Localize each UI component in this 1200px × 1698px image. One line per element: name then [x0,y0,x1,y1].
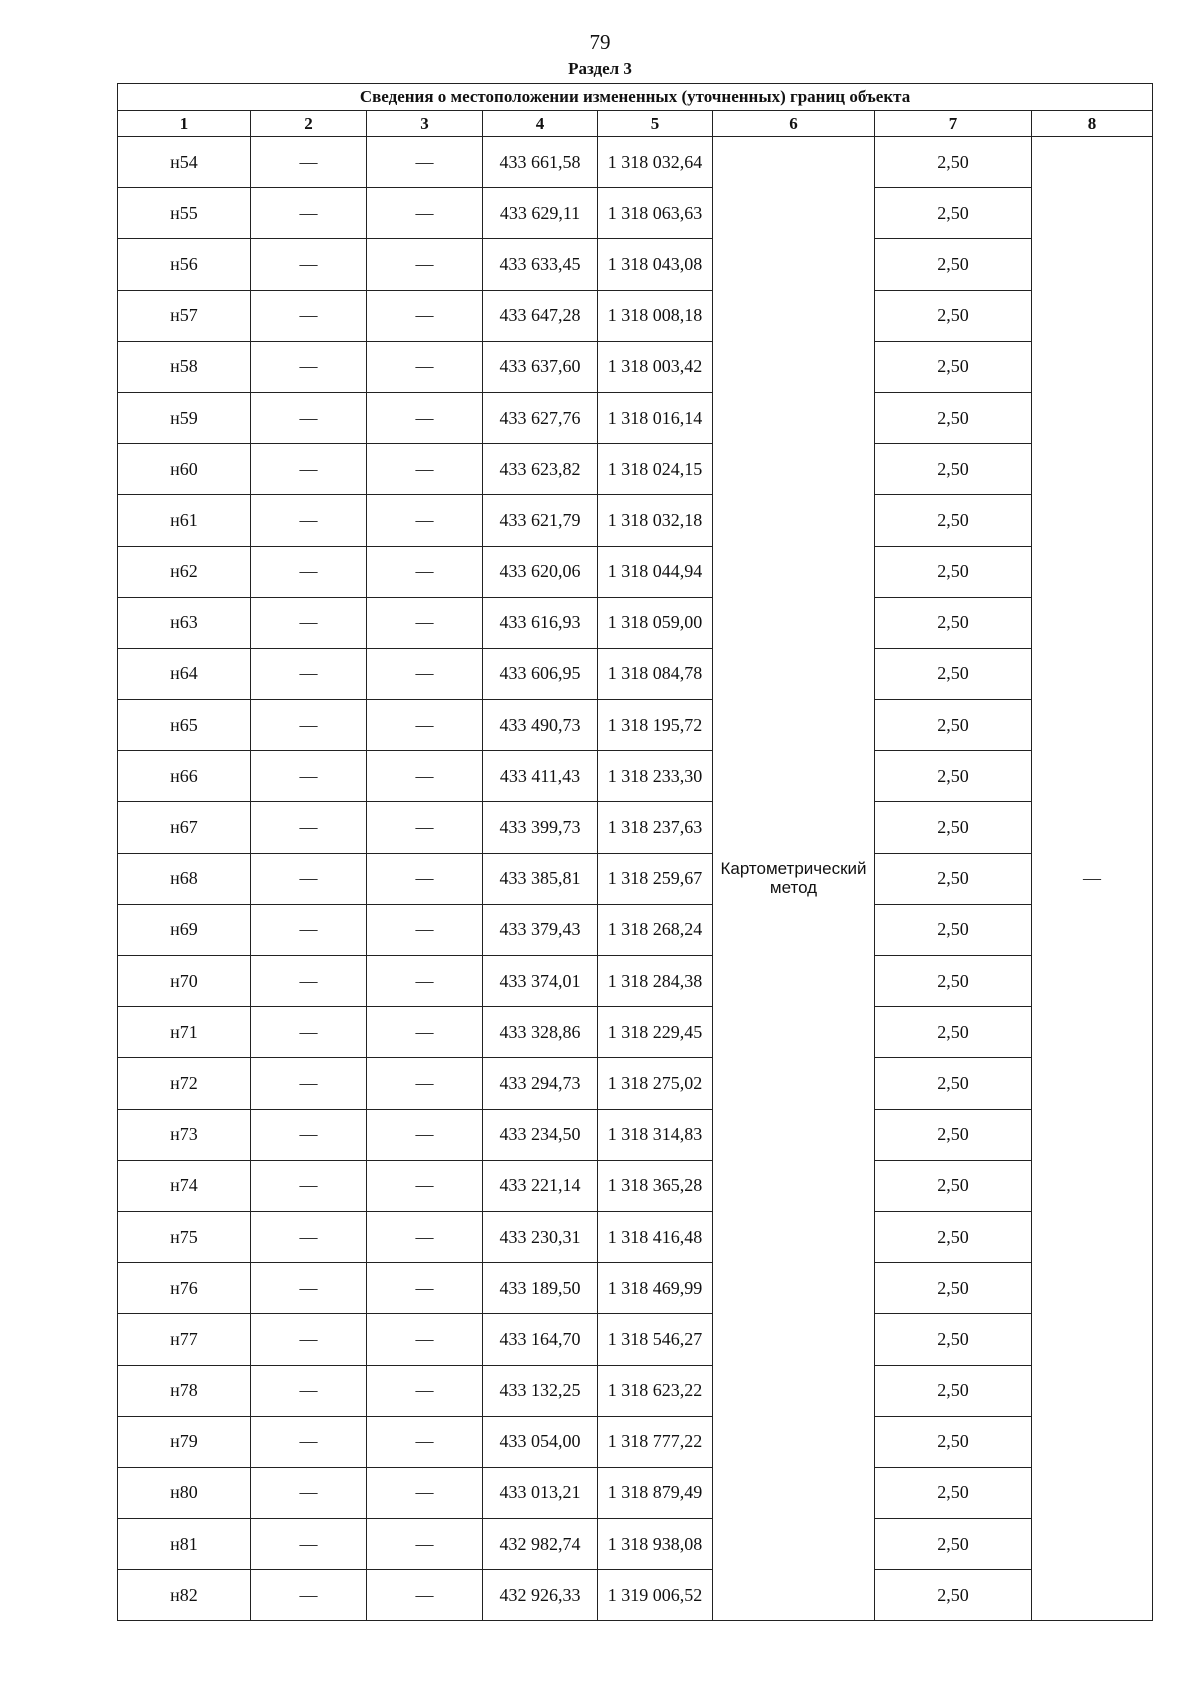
col7-cell: 2,50 [875,1467,1032,1518]
col7-cell: 2,50 [875,853,1032,904]
column-number: 4 [483,111,598,137]
x-coordinate-cell: 433 616,93 [483,597,598,648]
x-coordinate-cell: 433 661,58 [483,137,598,188]
table-row [118,1314,1153,1365]
table-row [118,1570,1153,1621]
column-numbers-row [118,111,1153,137]
table-row [118,956,1153,1007]
point-cell: н64 [118,648,251,699]
col3-cell: — [367,137,483,188]
point-cell: н67 [118,802,251,853]
col3-cell: — [367,1058,483,1109]
point-cell: н66 [118,751,251,802]
col2-cell: — [251,1007,367,1058]
x-coordinate-cell: 433 230,31 [483,1211,598,1262]
col2-cell: — [251,1314,367,1365]
col2-cell: — [251,648,367,699]
col2-cell: — [251,137,367,188]
col3-cell: — [367,700,483,751]
col3-cell: — [367,1314,483,1365]
point-cell: н73 [118,1109,251,1160]
y-coordinate-cell: 1 318 063,63 [598,188,713,239]
point-cell: н82 [118,1570,251,1621]
col7-cell: 2,50 [875,1314,1032,1365]
y-coordinate-cell: 1 318 024,15 [598,444,713,495]
point-cell: н75 [118,1211,251,1262]
point-cell: н56 [118,239,251,290]
y-coordinate-cell: 1 318 268,24 [598,904,713,955]
col3-cell: — [367,956,483,1007]
col2-cell: — [251,239,367,290]
col8-cell: — [1032,137,1153,1621]
table-row [118,1160,1153,1211]
y-coordinate-cell: 1 318 416,48 [598,1211,713,1262]
col7-cell: 2,50 [875,1263,1032,1314]
x-coordinate-cell: 433 054,00 [483,1416,598,1467]
point-cell: н74 [118,1160,251,1211]
y-coordinate-cell: 1 318 284,38 [598,956,713,1007]
col3-cell: — [367,1416,483,1467]
table-row [118,188,1153,239]
col2-cell: — [251,1263,367,1314]
x-coordinate-cell: 433 633,45 [483,239,598,290]
y-coordinate-cell: 1 318 084,78 [598,648,713,699]
table-row [118,1365,1153,1416]
point-cell: н80 [118,1467,251,1518]
x-coordinate-cell: 433 013,21 [483,1467,598,1518]
point-cell: н69 [118,904,251,955]
point-cell: н61 [118,495,251,546]
col2-cell: — [251,1211,367,1262]
column-number: 7 [875,111,1032,137]
table-row [118,444,1153,495]
col2-cell: — [251,1570,367,1621]
col7-cell: 2,50 [875,239,1032,290]
point-cell: н76 [118,1263,251,1314]
point-cell: н78 [118,1365,251,1416]
col7-cell: 2,50 [875,956,1032,1007]
x-coordinate-cell: 433 221,14 [483,1160,598,1211]
y-coordinate-cell: 1 318 233,30 [598,751,713,802]
y-coordinate-cell: 1 318 003,42 [598,341,713,392]
column-number: 2 [251,111,367,137]
table-row [118,1467,1153,1518]
col2-cell: — [251,546,367,597]
y-coordinate-cell: 1 318 777,22 [598,1416,713,1467]
col3-cell: — [367,1263,483,1314]
table-row [118,137,1153,188]
x-coordinate-cell: 433 189,50 [483,1263,598,1314]
col3-cell: — [367,597,483,648]
table-row [118,802,1153,853]
coordinates-table [117,83,1153,1621]
col3-cell: — [367,1519,483,1570]
col2-cell: — [251,1467,367,1518]
y-coordinate-cell: 1 318 229,45 [598,1007,713,1058]
table-row [118,1519,1153,1570]
y-coordinate-cell: 1 318 879,49 [598,1467,713,1518]
table-row [118,1109,1153,1160]
x-coordinate-cell: 433 647,28 [483,290,598,341]
y-coordinate-cell: 1 318 008,18 [598,290,713,341]
point-cell: н54 [118,137,251,188]
x-coordinate-cell: 433 620,06 [483,546,598,597]
y-coordinate-cell: 1 318 275,02 [598,1058,713,1109]
method-cell: Картометрический метод [713,137,875,1621]
table-row [118,1263,1153,1314]
col7-cell: 2,50 [875,546,1032,597]
point-cell: н79 [118,1416,251,1467]
col3-cell: — [367,1570,483,1621]
x-coordinate-cell: 433 606,95 [483,648,598,699]
table-row [118,392,1153,443]
y-coordinate-cell: 1 318 059,00 [598,597,713,648]
col3-cell: — [367,648,483,699]
x-coordinate-cell: 433 379,43 [483,904,598,955]
col3-cell: — [367,1160,483,1211]
point-cell: н60 [118,444,251,495]
x-coordinate-cell: 433 637,60 [483,341,598,392]
col2-cell: — [251,1160,367,1211]
x-coordinate-cell: 432 982,74 [483,1519,598,1570]
point-cell: н59 [118,392,251,443]
col7-cell: 2,50 [875,495,1032,546]
col7-cell: 2,50 [875,1007,1032,1058]
col3-cell: — [367,546,483,597]
col7-cell: 2,50 [875,1058,1032,1109]
col2-cell: — [251,1519,367,1570]
col3-cell: — [367,290,483,341]
x-coordinate-cell: 433 621,79 [483,495,598,546]
table-caption: Сведения о местоположении измененных (уточненных) границ объекта [118,84,1153,111]
y-coordinate-cell: 1 318 032,18 [598,495,713,546]
col3-cell: — [367,239,483,290]
table-row [118,495,1153,546]
table-row [118,700,1153,751]
table-row [118,546,1153,597]
x-coordinate-cell: 433 385,81 [483,853,598,904]
point-cell: н57 [118,290,251,341]
col2-cell: — [251,495,367,546]
col3-cell: — [367,1109,483,1160]
table-row [118,1416,1153,1467]
column-number: 5 [598,111,713,137]
col2-cell: — [251,904,367,955]
y-coordinate-cell: 1 318 016,14 [598,392,713,443]
col7-cell: 2,50 [875,1519,1032,1570]
col2-cell: — [251,341,367,392]
col2-cell: — [251,1109,367,1160]
point-cell: н63 [118,597,251,648]
table-row [118,904,1153,955]
x-coordinate-cell: 433 623,82 [483,444,598,495]
x-coordinate-cell: 433 629,11 [483,188,598,239]
col7-cell: 2,50 [875,1160,1032,1211]
x-coordinate-cell: 433 294,73 [483,1058,598,1109]
col2-cell: — [251,751,367,802]
y-coordinate-cell: 1 318 195,72 [598,700,713,751]
table-row [118,1007,1153,1058]
x-coordinate-cell: 433 234,50 [483,1109,598,1160]
col2-cell: — [251,597,367,648]
x-coordinate-cell: 432 926,33 [483,1570,598,1621]
table-row [118,1058,1153,1109]
col3-cell: — [367,188,483,239]
col2-cell: — [251,290,367,341]
table-row [118,239,1153,290]
point-cell: н55 [118,188,251,239]
point-cell: н62 [118,546,251,597]
col2-cell: — [251,853,367,904]
table-body [118,84,1153,1621]
col2-cell: — [251,1416,367,1467]
y-coordinate-cell: 1 318 043,08 [598,239,713,290]
point-cell: н68 [118,853,251,904]
column-number: 1 [118,111,251,137]
y-coordinate-cell: 1 318 365,28 [598,1160,713,1211]
point-cell: н65 [118,700,251,751]
x-coordinate-cell: 433 490,73 [483,700,598,751]
section-title: Раздел 3 [568,59,632,78]
col7-cell: 2,50 [875,1570,1032,1621]
col3-cell: — [367,341,483,392]
table-row [118,853,1153,904]
col7-cell: 2,50 [875,188,1032,239]
col3-cell: — [367,495,483,546]
col2-cell: — [251,444,367,495]
col2-cell: — [251,700,367,751]
col7-cell: 2,50 [875,137,1032,188]
x-coordinate-cell: 433 627,76 [483,392,598,443]
y-coordinate-cell: 1 318 237,63 [598,802,713,853]
y-coordinate-cell: 1 318 259,67 [598,853,713,904]
y-coordinate-cell: 1 318 314,83 [598,1109,713,1160]
y-coordinate-cell: 1 318 938,08 [598,1519,713,1570]
col7-cell: 2,50 [875,444,1032,495]
y-coordinate-cell: 1 319 006,52 [598,1570,713,1621]
col7-cell: 2,50 [875,1416,1032,1467]
table-row [118,1211,1153,1262]
column-number: 3 [367,111,483,137]
y-coordinate-cell: 1 318 546,27 [598,1314,713,1365]
col3-cell: — [367,751,483,802]
col3-cell: — [367,392,483,443]
table-row [118,290,1153,341]
col7-cell: 2,50 [875,751,1032,802]
col2-cell: — [251,802,367,853]
col3-cell: — [367,444,483,495]
col7-cell: 2,50 [875,290,1032,341]
col7-cell: 2,50 [875,1211,1032,1262]
y-coordinate-cell: 1 318 469,99 [598,1263,713,1314]
col7-cell: 2,50 [875,904,1032,955]
col7-cell: 2,50 [875,341,1032,392]
col3-cell: — [367,1467,483,1518]
point-cell: н77 [118,1314,251,1365]
table-row [118,751,1153,802]
col3-cell: — [367,904,483,955]
x-coordinate-cell: 433 132,25 [483,1365,598,1416]
column-number: 6 [713,111,875,137]
point-cell: н71 [118,1007,251,1058]
x-coordinate-cell: 433 328,86 [483,1007,598,1058]
table-row [118,648,1153,699]
x-coordinate-cell: 433 399,73 [483,802,598,853]
col7-cell: 2,50 [875,648,1032,699]
table-row [118,597,1153,648]
col3-cell: — [367,1007,483,1058]
col2-cell: — [251,392,367,443]
col3-cell: — [367,802,483,853]
col2-cell: — [251,1365,367,1416]
y-coordinate-cell: 1 318 044,94 [598,546,713,597]
col3-cell: — [367,1211,483,1262]
table-row [118,341,1153,392]
col7-cell: 2,50 [875,700,1032,751]
col2-cell: — [251,188,367,239]
x-coordinate-cell: 433 411,43 [483,751,598,802]
col7-cell: 2,50 [875,392,1032,443]
y-coordinate-cell: 1 318 032,64 [598,137,713,188]
table-caption-row [118,84,1153,111]
point-cell: н70 [118,956,251,1007]
col3-cell: — [367,853,483,904]
col2-cell: — [251,956,367,1007]
col7-cell: 2,50 [875,1109,1032,1160]
col7-cell: 2,50 [875,1365,1032,1416]
x-coordinate-cell: 433 374,01 [483,956,598,1007]
point-cell: н81 [118,1519,251,1570]
col3-cell: — [367,1365,483,1416]
page-number: 79 [589,30,611,54]
y-coordinate-cell: 1 318 623,22 [598,1365,713,1416]
point-cell: н58 [118,341,251,392]
col7-cell: 2,50 [875,597,1032,648]
point-cell: н72 [118,1058,251,1109]
col2-cell: — [251,1058,367,1109]
column-number: 8 [1032,111,1153,137]
col7-cell: 2,50 [875,802,1032,853]
x-coordinate-cell: 433 164,70 [483,1314,598,1365]
